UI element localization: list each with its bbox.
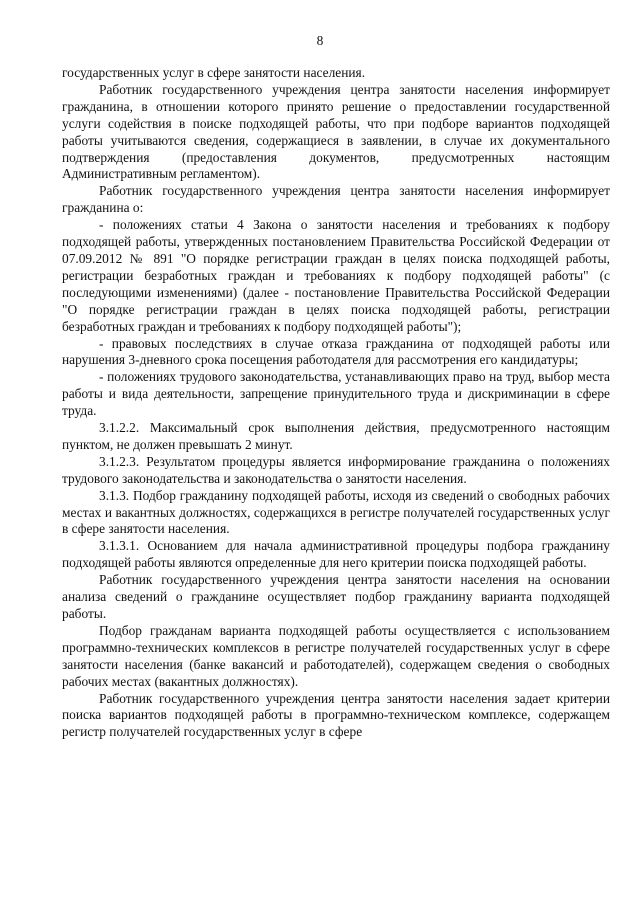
list-item-article-4: - положениях статьи 4 Закона о занятости населения и требованиях к подбору подходящей работы, утвержденных постановлением Правительства Российской Федерации от 07.09.2012 № 891 "О порядке регистрации граждан в целях поиска подходящей работы, регистрации безработных граждан и требованиях к подбору подходящей работы" (с последующими изменениями) (далее - постановление Правительства Российской Федерации "О порядке регистрации граждан в целях поиска подходящей работы, регистрации безработных граждан и требованиях к подбору подходящей работы"); (62, 217, 610, 334)
paragraph-inform-about: Работник государственного учреждения центра занятости населения информирует гражданина о: (62, 183, 610, 216)
paragraph-continuation: государственных услуг в сфере занятости населения. (62, 65, 366, 80)
paragraph-inform-criteria: Работник государственного учреждения центра занятости населения информирует гражданина, в отношении которого принято решение о предоставлении государственной услуги содействия в поиске подходящей работы, что при подборе вариантов подходящей работы учитываются сведения, содержащиеся в заявлении, в случае их документального подтверждения (предоставления документов, предусмотренных настоящим Административным регламентом). (62, 81, 610, 182)
list-item-legal-consequences: - правовых последствиях в случае отказа гражданина от подходящей работы или нарушения 3-дневного срока посещения работодателя для рассмотрения его кандидатуры; (62, 335, 610, 368)
paragraph-3-1-2-2: 3.1.2.2. Максимальный срок выполнения действия, предусмотренного настоящим пунктом, не должен превышать 2 минут. (62, 420, 610, 452)
document-body (62, 65, 610, 741)
paragraph-3-1-2-3: 3.1.2.3. Результатом процедуры является информирование гражданина о положениях трудового законодательства и законодательства о занятости населения. (62, 453, 610, 486)
list-item-labor-law: - положениях трудового законодательства, устанавливающих право на труд, выбор места работы и вида деятельности, запрещение принудительного труда и дискриминации в сфере труда. (62, 369, 610, 419)
paragraph-selection-software: Подбор гражданам варианта подходящей работы осуществляется с использованием программно-технических комплексов в регистре получателей государственных услуг в сфере занятости населения (банке вакансий и работодателей), содержащем сведения о свободных рабочих местах (вакантных должностях). (62, 622, 610, 689)
paragraph-3-1-3-1: 3.1.3.1. Основанием для начала административной процедуры подбора гражданину подходящей работы являются определенные для него критерии поиска подходящей работы. (62, 538, 610, 571)
paragraph-3-1-3: 3.1.3. Подбор гражданину подходящей работы, исходя из сведений о свободных рабочих местах и вакантных должностях, содержащихся в регистре получателей государственных услуг в сфере занятости населения. (62, 487, 610, 537)
page-number: 8 (316, 33, 324, 48)
paragraph-analysis: Работник государственного учреждения центра занятости населения на основании анализа сведений о гражданине осуществляет подбор гражданину варианта подходящей работы. (62, 572, 610, 621)
paragraph-search-criteria: Работник государственного учреждения центра занятости населения задает критерии поиска вариантов подходящей работы в программно-техническом комплексе, содержащем регистр получателей государственных услуг в сфере (62, 690, 610, 740)
